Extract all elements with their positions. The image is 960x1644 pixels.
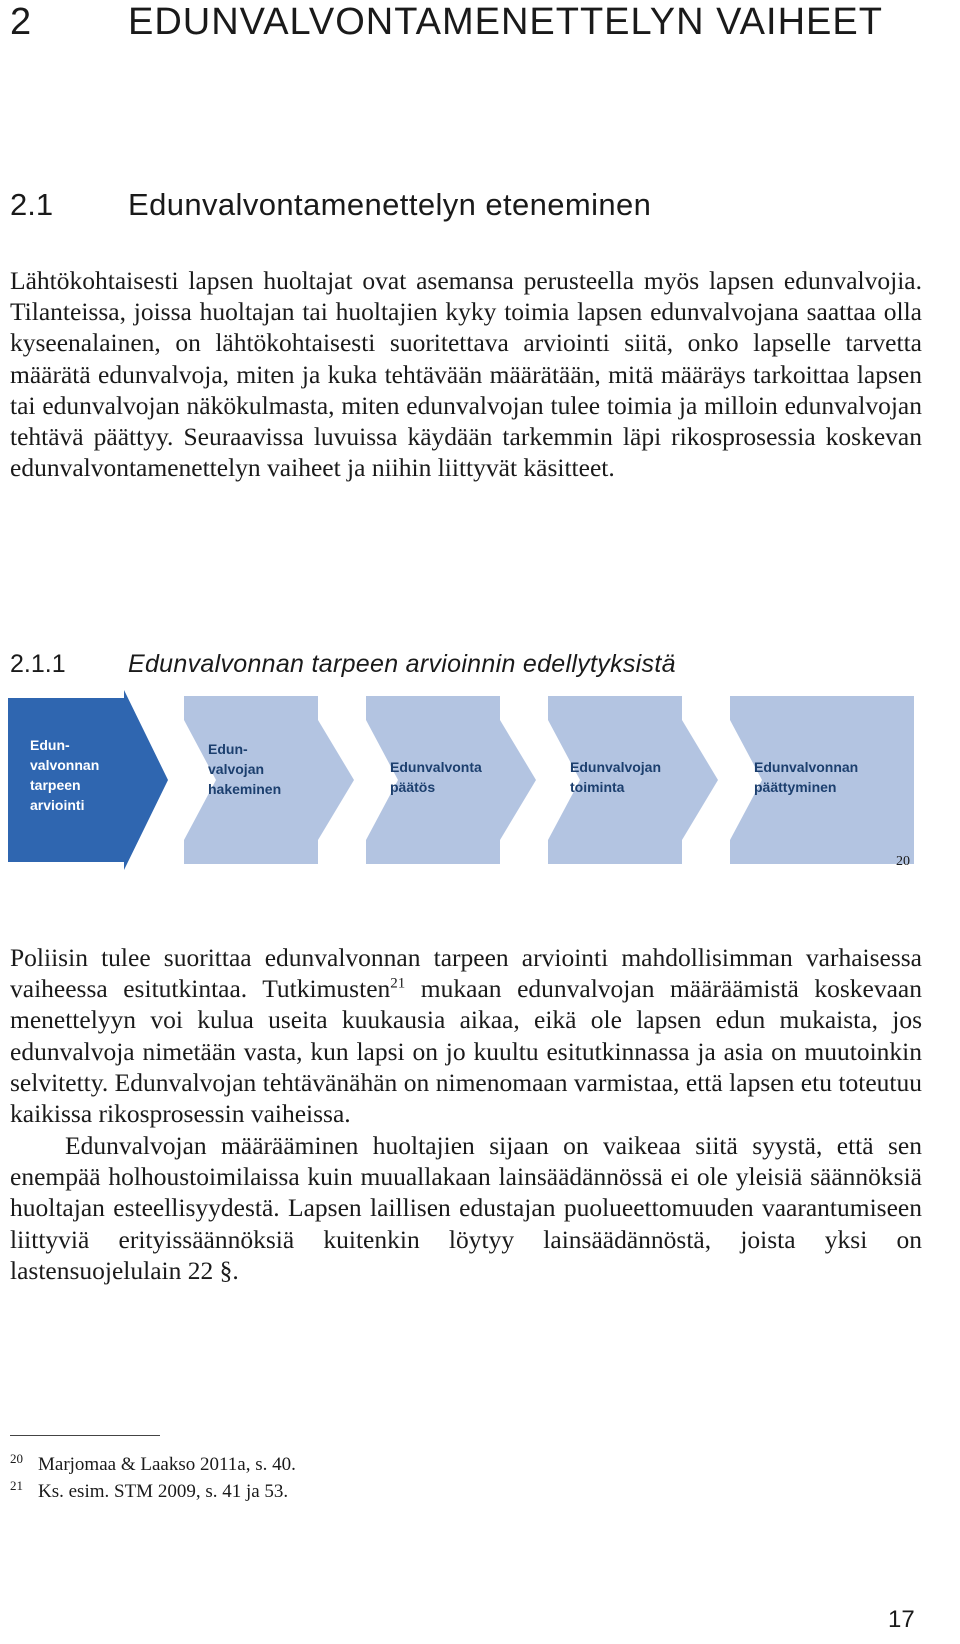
step-label-line: tarpeen — [30, 777, 81, 793]
step-label-line: Edun- — [208, 741, 248, 757]
footnote-ref-21: 21 — [390, 975, 406, 992]
footnote-divider — [10, 1435, 160, 1436]
process-step-2 — [184, 696, 354, 864]
process-step-1 — [8, 690, 168, 870]
paragraph-evaluation-end: mukaan edunvalvojan määräämistä koskevaan menettelyyn voi kulua useita kuukausia aikaa, eikä ole lapsen edun mukaista, jos edunvalvoja nimetään vasta, kun lapsi on jo kuultu esitutkinnassa ja asia on muutoinkin selvitetty. Edunvalvojan tehtävänähän on nimenomaan varmistaa, että lapsen etu toteutuu kaikissa rikosprosessin vaiheissa. — [10, 974, 922, 1129]
process-step-3 — [366, 696, 536, 864]
paragraph-intro: Lähtökohtaisesti lapsen huoltajat ovat asemansa perusteella myös lapsen edunvalvojia. Tilanteissa, joissa huoltajan tai huoltajien kyky toimia lapsen edunvalvojana saattaa olla kyseenalainen, on lähtökohtaisesti suoritettava arviointi siitä, onko lapselle tarvetta määrätä edunvalvoja, miten ja kuka tehtävään määrätään, mitä määräys tarkoittaa lapsen tai edunvalvojan näkökulmasta, miten edunvalvojan tulee toimia ja milloin edunvalvojan tehtävä päättyy. Seuraavissa luvuissa käydään tarkemmin läpi rikosprosessia koskevan edunvalvontamenettelyn vaiheet ja niihin liittyvät käsitteet. — [10, 266, 922, 483]
subsection-number: 2.1.1 — [10, 650, 66, 678]
process-step-5 — [730, 696, 914, 864]
footnote-text: Ks. esim. STM 2009, s. 41 ja 53. — [38, 1481, 289, 1502]
step-label-line: päätös — [390, 779, 436, 795]
section-title: Edunvalvontamenettelyn eteneminen — [128, 187, 652, 222]
section-number: 2.1 — [10, 187, 54, 222]
paragraph-evaluation-start: Poliisin tulee suorittaa edunvalvonnan tarpeen arviointi mahdollisimman varhaisessa vaiheessa esitutkintaa. Tutkimusten — [10, 943, 922, 1004]
step-label-line: valvojan — [208, 761, 265, 777]
diagram-footnote-ref: 20 — [896, 854, 910, 869]
chapter-number: 2 — [10, 1, 32, 43]
step-label-line: Edunvalvojan — [570, 759, 662, 775]
footnote-text: Marjomaa & Laakso 2011a, s. 40. — [38, 1454, 296, 1475]
step-2-arrow — [184, 696, 354, 864]
step-label-line: toiminta — [570, 779, 625, 795]
paragraph-appointment: Edunvalvojan määrääminen huoltajien sijaan on vaikeaa siitä syystä, että sen enempää holhoustoimilaissa kuin muuallakaan lainsäädännössä ei ole yleisiä säännöksiä huoltajan esteellisyydestä. Lapsen laillisen edustajan puolueettomuuden vaarantumiseen liittyviä erityissäännöksiä kuitenkin löytyy lainsäädännöstä, joista yksi on lastensuojelulain 22 §. — [10, 1131, 922, 1285]
footnote-mark: 20 — [10, 1451, 23, 1466]
step-label-line: valvonnan — [30, 757, 100, 773]
page-number: 17 — [888, 1606, 915, 1633]
chapter-title: EDUNVALVONTAMENETTELYN VAIHEET — [128, 1, 883, 43]
step-label-line: hakeminen — [208, 781, 282, 797]
step-label-line: päättyminen — [754, 779, 837, 795]
subsection-title: Edunvalvonnan tarpeen arvioinnin edellytyksistä — [128, 650, 676, 678]
step-label-line: Edun- — [30, 737, 70, 753]
process-step-4 — [548, 696, 718, 864]
step-label-line: arviointi — [30, 797, 85, 813]
step-label-line: Edunvalvonnan — [754, 759, 859, 775]
paragraph-evaluation — [10, 942, 922, 1129]
footnote-mark: 21 — [10, 1478, 23, 1493]
process-diagram — [8, 690, 920, 870]
step-label-line: Edunvalvonta — [390, 759, 482, 775]
